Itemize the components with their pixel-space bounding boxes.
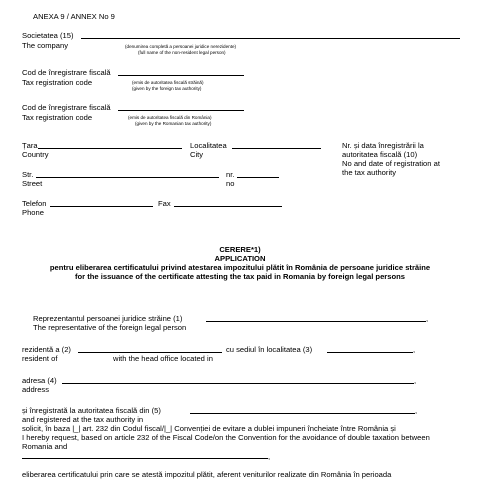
company-note-ro: (denumirea completă a persoanei juridice nerezidente) <box>125 44 237 49</box>
city-label-ro: Localitatea <box>190 141 227 150</box>
tax-authority-comma: , <box>415 406 418 415</box>
address-label-en: address <box>22 385 50 394</box>
tax-code-foreign-note-ro: (emis de autoritatea fiscală străină) <box>132 80 204 85</box>
company-name-field[interactable] <box>81 38 460 39</box>
street-label-en: Street <box>22 179 43 188</box>
romania-and-label: Romania and <box>22 442 68 451</box>
head-office-label-en: with the head office located in <box>113 354 213 363</box>
phone-label-en: Phone <box>22 208 44 217</box>
tax-authority-field[interactable] <box>190 413 415 414</box>
representative-comma: , <box>426 314 429 323</box>
tax-code-romania-label-ro: Cod de înregistrare fiscală <box>22 103 111 112</box>
city-field[interactable] <box>232 148 321 149</box>
company-label-en: The company <box>22 41 69 50</box>
representative-label-en: The representative of the foreign legal person <box>33 323 187 332</box>
registration-line-3: No and date of registration at <box>342 159 440 168</box>
address-comma: , <box>414 376 417 385</box>
country-field[interactable] <box>38 148 182 149</box>
country-label-ro: Țara <box>22 141 38 150</box>
registration-line-2: autoritatea fiscală (10) <box>342 150 418 159</box>
company-label-ro: Societatea (15) <box>22 31 74 40</box>
tax-code-foreign-label-ro: Cod de înregistrare fiscală <box>22 68 111 77</box>
registration-line-1: Nr. și data înregistrării la <box>342 141 424 150</box>
title-subject-ro: pentru eliberarea certificatului privind atestarea impozitului plătit în România de persoane juridice străine <box>49 263 431 272</box>
head-office-city-field[interactable] <box>327 352 413 353</box>
annex-header: ANEXA 9 / ANNEX No 9 <box>33 12 115 21</box>
request-text-ro: solicit, în baza |_| art. 232 din Codul fiscal/|_| Convenției de evitare a dublei impuneri încheiate între România și <box>22 424 396 433</box>
treaty-country-comma: , <box>268 452 271 461</box>
registration-line-4: the tax authority <box>342 168 397 177</box>
request-text-en: I hereby request, based on article 232 of the Fiscal Code/on the Convention for the avoidance of double taxation between <box>22 433 430 442</box>
tax-code-romania-label-en: Tax registration code <box>22 113 93 122</box>
resident-label-ro: rezidentă a (2) <box>22 345 71 354</box>
company-note-en: (full name of the non-resident legal person) <box>138 50 226 55</box>
number-label-ro: nr. <box>226 170 235 179</box>
tax-code-foreign-field[interactable] <box>118 75 244 76</box>
title-ro: CERERE*1) <box>219 245 261 254</box>
country-label-en: Country <box>22 150 49 159</box>
head-office-label-ro: cu sediul în localitatea (3) <box>226 345 313 354</box>
representative-field[interactable] <box>206 321 426 322</box>
number-label-en: no <box>226 179 235 188</box>
treaty-country-field[interactable] <box>22 458 268 459</box>
phone-field[interactable] <box>50 206 153 207</box>
resident-label-en: resident of <box>22 354 58 363</box>
address-field[interactable] <box>62 383 414 384</box>
phone-label-ro: Telefon <box>22 199 47 208</box>
tax-code-romania-note-en: (given by the Romanian tax authority) <box>135 121 212 126</box>
tax-code-romania-field[interactable] <box>118 110 244 111</box>
number-field[interactable] <box>237 177 279 178</box>
tax-code-foreign-note-en: (given by the foreign tax authority) <box>132 86 202 91</box>
street-field[interactable] <box>36 177 219 178</box>
tax-code-foreign-label-en: Tax registration code <box>22 78 93 87</box>
title-en: APPLICATION <box>214 254 266 263</box>
street-label-ro: Str. <box>22 170 34 179</box>
fax-field[interactable] <box>174 206 282 207</box>
tax-code-romania-note-ro: (emis de autoritatea fiscală din România) <box>128 115 212 120</box>
address-label-ro: adresa (4) <box>22 376 57 385</box>
representative-label-ro: Reprezentantul persoanei juridice străine (1) <box>33 314 183 323</box>
residence-country-field[interactable] <box>78 352 222 353</box>
tax-authority-label-en: and registered at the tax authority in <box>22 415 144 424</box>
tax-authority-label-ro: și înregistrată la autoritatea fiscală din (5) <box>22 406 161 415</box>
title-subject-en: for the issuance of the certificate attesting the tax paid in Romania by foreign legal persons <box>75 272 405 281</box>
issuance-text-ro: eliberarea certificatului prin care se atestă impozitul plătit, aferent veniturilor realizate din România în perioada <box>22 470 392 479</box>
city-label-en: City <box>190 150 204 159</box>
head-office-comma: , <box>413 345 416 354</box>
fax-label: Fax <box>158 199 171 208</box>
